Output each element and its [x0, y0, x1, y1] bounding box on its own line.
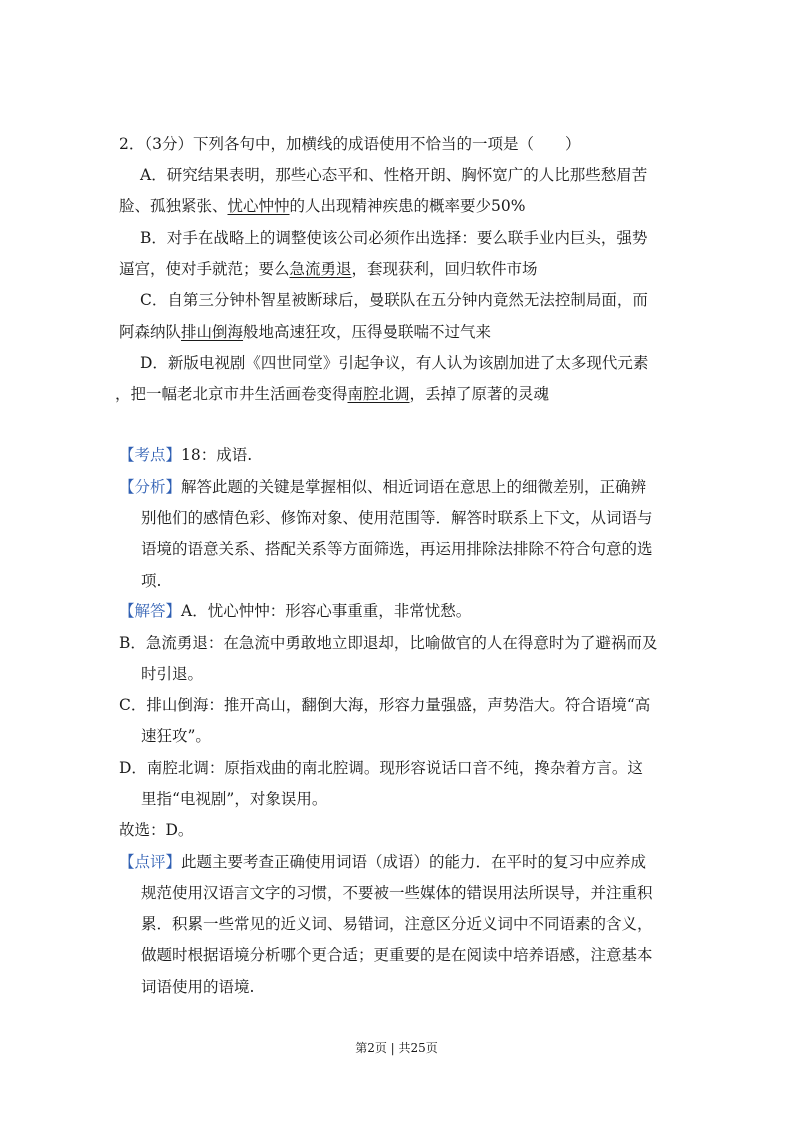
option-c-line2 — [119, 322, 491, 342]
option-b-post: ，套现获利，回归软件市场 — [351, 260, 538, 278]
option-c-line1: C．自第三分钟朴智星被断球后，曼联队在五分钟内竟然无法控制局面，而 — [140, 291, 648, 309]
option-d-post: ，丢掉了原著的灵魂 — [409, 385, 550, 403]
dianping-tag: 【点评】 — [119, 853, 182, 871]
dianping-line3: 累．积累一些常见的近义词、易错词，注意区分近义词中不同语素的含义， — [141, 915, 653, 933]
fenxi-text1: 解答此题的关键是掌握相似、相近词语在意思上的细微差别，正确辨 — [181, 478, 647, 496]
jieda-answer: 故选：D。 — [119, 821, 194, 839]
jieda-c2: 速狂攻”。 — [141, 727, 211, 745]
kaodian-tag: 【考点】 — [119, 446, 182, 464]
jieda-tag: 【解答】 — [119, 602, 182, 620]
kaodian-line — [119, 445, 252, 465]
dianping-line4: 做题时根据语境分析哪个更合适；更重要的是在阅读中培养语感，注意基本 — [141, 946, 653, 964]
option-c-idiom: 排山倒海 — [181, 323, 244, 341]
option-a-line2 — [119, 196, 525, 216]
fenxi-line4: 项. — [141, 572, 162, 590]
option-b-line1: B．对手在战略上的调整使该公司必须作出选择：要么联手业内巨头，强势 — [140, 229, 648, 247]
option-a-line1: A．研究结果表明，那些心态平和、性格开朗、胸怀宽广的人比那些愁眉苦 — [140, 166, 648, 184]
option-b-pre: 逼宫，使对手就范；要么 — [119, 260, 290, 278]
jieda-a: A．忧心忡忡：形容心事重重，非常忧愁。 — [181, 602, 472, 620]
dianping-line1 — [119, 852, 646, 872]
fenxi-tag: 【分析】 — [119, 478, 182, 496]
page-footer: 第2页 | 共25页 — [355, 1041, 438, 1055]
option-a-pre: 脸、孤独紧张、 — [119, 197, 228, 215]
option-d-pre: ，把一幅老北京市井生活画卷变得 — [115, 385, 348, 403]
fenxi-line3: 语境的语意关系、搭配关系等方面筛选，再运用排除法排除不符合句意的选 — [141, 540, 653, 558]
jieda-b2: 时引退。 — [141, 665, 204, 683]
jieda-line-a — [119, 601, 471, 621]
option-d-line2 — [115, 384, 549, 404]
dianping-line2: 规范使用汉语言文字的习惯，不要被一些媒体的错误用法所误导，并注重积 — [141, 884, 653, 902]
dianping-line5: 词语使用的语境. — [141, 978, 255, 996]
option-d-idiom: 南腔北调 — [347, 385, 410, 403]
option-b-line2 — [119, 259, 538, 279]
option-b-idiom: 急流勇退 — [289, 260, 352, 278]
kaodian-text: 18：成语. — [181, 446, 253, 464]
option-a-post: 的人出现精神疾患的概率要少50% — [289, 197, 526, 215]
fenxi-line2: 别他们的感情色彩、修饰对象、使用范围等．解答时联系上下文，从词语与 — [141, 509, 653, 527]
fenxi-line1 — [119, 477, 646, 497]
jieda-d2: 里指“电视剧”，对象误用。 — [141, 790, 328, 808]
jieda-c1: C．排山倒海：推开高山，翻倒大海，形容力量强盛，声势浩大。符合语境“高 — [119, 696, 651, 714]
jieda-d1: D．南腔北调：原指戏曲的南北腔调。现形容说话口音不纯，搀杂着方言。这 — [119, 759, 643, 777]
jieda-b1: B．急流勇退：在急流中勇敢地立即退却，比喻做官的人在得意时为了避祸而及 — [119, 634, 658, 652]
dianping-text1: 此题主要考查正确使用词语（成语）的能力．在平时的复习中应养成 — [181, 853, 647, 871]
option-a-idiom: 忧心忡忡 — [227, 197, 290, 215]
option-c-pre: 阿森纳队 — [119, 323, 182, 341]
option-c-post: 般地高速狂攻，压得曼联喘不过气来 — [243, 323, 492, 341]
option-d-line1: D．新版电视剧《四世同堂》引起争议，有人认为该剧加进了太多现代元素 — [140, 354, 649, 372]
question-stem: 2．（3分）下列各句中，加横线的成语使用不恰当的一项是（ ） — [119, 135, 581, 153]
